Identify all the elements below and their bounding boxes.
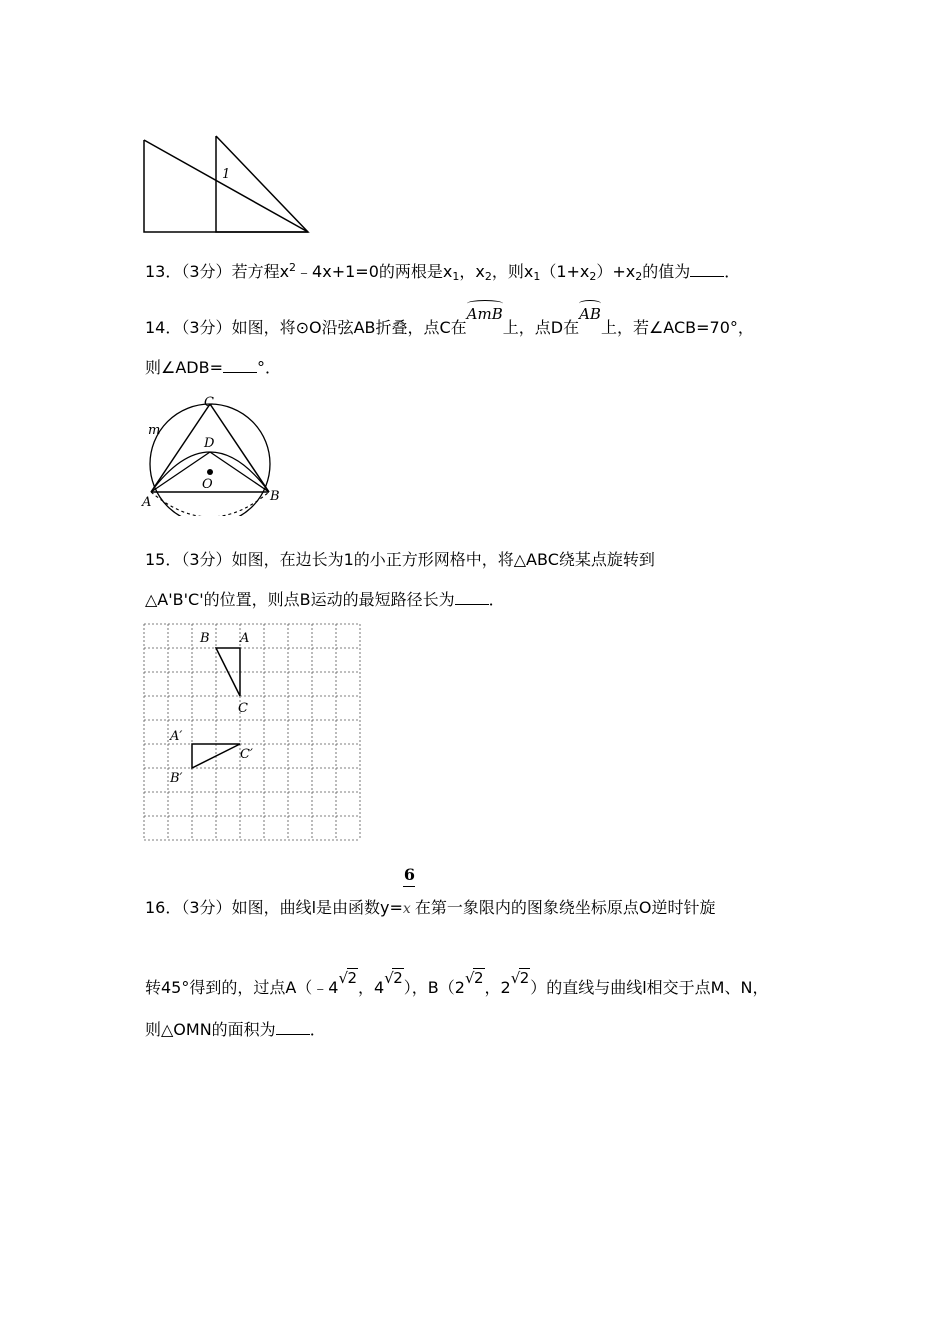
q13-answer-blank[interactable]: [690, 262, 724, 277]
q13-number: 13．: [145, 262, 182, 281]
q14-text: °．: [257, 358, 282, 377]
q16-text: ）的直线与曲线l相交于点M、N，: [530, 978, 769, 997]
circle-o: [150, 404, 270, 516]
label-b-prime: B′: [170, 771, 183, 786]
fraction-denominator: x: [402, 901, 411, 917]
question-13: [145, 258, 740, 287]
question-16-line2: [145, 969, 769, 998]
sqrt-2: √ 2: [464, 969, 484, 987]
q16-answer-blank[interactable]: [276, 1020, 310, 1035]
question-15-line2: [145, 590, 505, 610]
q16-score: （3分）: [181, 898, 232, 917]
q13-sub: 1: [533, 270, 541, 283]
center-point-o: [207, 469, 213, 475]
label-c-prime: C′: [240, 747, 253, 762]
q13-text: 若方程x: [231, 262, 290, 281]
label-m: m: [148, 423, 161, 438]
arc-ab-text: AB: [579, 305, 601, 323]
q13-text: ，则x: [491, 262, 534, 281]
q13-score: （3分）: [181, 262, 232, 281]
label-d: D: [204, 436, 215, 451]
label-a: A: [240, 631, 250, 646]
q15-answer-blank[interactable]: [455, 590, 489, 605]
q16-text: 如图，曲线l是由函数y=: [231, 898, 403, 917]
figure-circle: [140, 392, 290, 516]
q14-text: 则∠ADB=: [145, 358, 223, 377]
q16-text: ，2: [484, 978, 511, 997]
question-15: [145, 550, 655, 570]
triangle-left-hypotenuse: [144, 140, 308, 232]
q14-number: 14．: [145, 318, 182, 337]
sqrt-radicand: 2: [519, 969, 530, 987]
sqrt-radicand: 2: [347, 969, 358, 987]
question-16: [145, 865, 716, 919]
q16-text: 则△OMN的面积为: [145, 1020, 276, 1039]
fraction-6-over-x: [402, 865, 416, 919]
sqrt-radicand: 2: [393, 969, 403, 987]
figure-triangles: [140, 130, 315, 236]
label-a: A: [142, 495, 152, 510]
question-14: [145, 305, 754, 338]
sqrt-2: √ 2: [338, 969, 358, 987]
q13-text: 的值为: [642, 262, 691, 281]
q13-sub: 1: [452, 270, 460, 283]
q13-sub: 2: [589, 270, 597, 283]
q14-text: 上，点D在: [502, 318, 580, 337]
arc-ab: [579, 304, 601, 324]
sqrt-radicand: 2: [473, 969, 484, 987]
q16-text: ，4: [358, 978, 385, 997]
triangle-right: [216, 136, 308, 232]
q16-number: 16．: [145, 898, 182, 917]
question-16-line3: [145, 1020, 326, 1040]
label-o: O: [202, 477, 213, 492]
q13-text: ．: [724, 262, 741, 281]
q16-text: ），B（2: [403, 978, 465, 997]
sqrt-2: √ 2: [510, 969, 530, 987]
q13-text: ，x: [459, 262, 485, 281]
q13-sup: 2: [289, 261, 297, 274]
q16-text: ．: [309, 1020, 326, 1039]
question-14-line2: [145, 358, 281, 378]
folded-arc-dashed: [151, 492, 269, 516]
q15-number: 15．: [145, 550, 182, 569]
segment-bc: [210, 404, 269, 492]
q13-text: ）+x: [596, 262, 636, 281]
q14-answer-blank[interactable]: [223, 358, 257, 373]
q13-text: ﹣4x+1=0的两根是x: [296, 262, 453, 281]
q14-text: 上，若∠ACB=70°，: [600, 318, 754, 337]
segment-bd: [210, 452, 269, 492]
figure-grid: [142, 622, 362, 842]
label-b: B: [200, 631, 210, 646]
q16-text: 转45°得到的，过点A（﹣4: [145, 978, 339, 997]
q14-score: （3分）: [181, 318, 232, 337]
arc-amb-text: AmB: [466, 305, 503, 323]
q14-text: 如图，将⊙O沿弦AB折叠，点C在: [231, 318, 467, 337]
label-b: B: [270, 489, 280, 504]
label-c: C: [238, 701, 248, 716]
q15-text: △A'B'C'的位置，则点B运动的最短路径长为: [145, 590, 455, 609]
sqrt-2: √ 2: [384, 969, 403, 987]
label-c: C: [204, 395, 214, 410]
arc-amb: [467, 304, 503, 324]
angle-1-label: 1: [222, 167, 231, 182]
q15-text: 如图，在边长为1的小正方形网格中，将△ABC绕某点旋转到: [231, 550, 655, 569]
q13-text: （1+x: [540, 262, 590, 281]
q16-text: 在第一象限内的图象绕坐标原点O逆时针旋: [414, 898, 716, 917]
q15-score: （3分）: [181, 550, 232, 569]
q15-text: ．: [488, 590, 505, 609]
label-a-prime: A′: [170, 729, 183, 744]
q13-sub: 2: [635, 270, 643, 283]
q13-sub: 2: [484, 270, 492, 283]
fraction-numerator: 6: [403, 865, 416, 884]
